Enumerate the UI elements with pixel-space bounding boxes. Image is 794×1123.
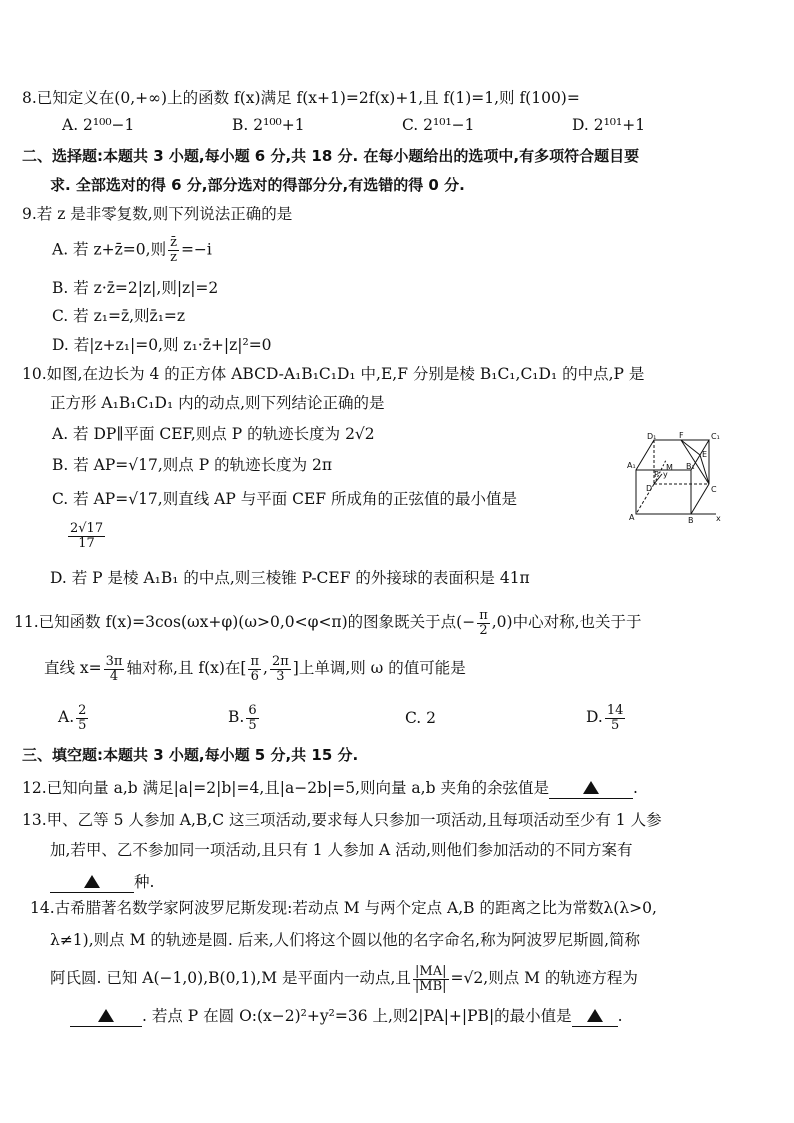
segment-ec <box>700 455 709 484</box>
q8-option-d: D. 2¹⁰¹+1 <box>572 116 646 134</box>
q11-frac2-den: 6 <box>250 668 259 684</box>
q9-frac-num: z̄ <box>170 235 177 250</box>
cube-figure <box>626 430 726 526</box>
q9-option-a-pre: A. 若 z+z̄=0,则 <box>52 240 167 259</box>
label-m: M <box>666 463 673 472</box>
q13-end: 种. <box>134 873 155 891</box>
q11-stem-frac-den: 2 <box>479 622 488 638</box>
section3-heading: 三、填空题:本题共 3 小题,每小题 5 分,共 15 分. <box>22 746 359 764</box>
q14-line4 <box>70 1006 623 1027</box>
q14-line1: 14.古希腊著名数学家阿波罗尼斯发现:若动点 M 与两个定点 A,B 的距离之比为常数λ(λ>0, <box>30 899 657 917</box>
q11-option-a-den: 5 <box>78 717 87 733</box>
q11-stem-fraction <box>477 609 490 638</box>
q11-line2-pre: 直线 x= <box>44 659 102 677</box>
q11-frac3-num: 2π <box>271 653 289 669</box>
q9-option-b: B. 若 z·z̄=2|z|,则|z|=2 <box>52 279 219 297</box>
q12-text: 12.已知向量 a,b 满足|a|=2|b|=4,且|a−2b|=5,则向量 a,b 夹角的余弦值是 <box>22 779 549 797</box>
q13-line3 <box>50 872 154 893</box>
q12-answer-blank[interactable] <box>549 778 633 799</box>
q11-option-b-fraction <box>246 704 258 733</box>
q10-stem-line2: 正方形 A₁B₁C₁D₁ 内的动点,则下列结论正确的是 <box>50 394 385 412</box>
q8-option-b: B. 2¹⁰⁰+1 <box>232 116 305 134</box>
q9-stem: 9.若 z 是非零复数,则下列说法正确的是 <box>22 205 293 223</box>
q11-option-b-num: 6 <box>248 702 257 718</box>
q11-stem-pre: 11.已知函数 f(x)=3cos(ωx+φ)(ω>0,0<φ<π)的图象既关于点(− <box>14 613 476 631</box>
q9-option-a <box>52 236 212 265</box>
q12-end: . <box>632 779 638 797</box>
blank-marker-icon <box>587 1009 603 1022</box>
q10-option-c-value <box>66 522 107 551</box>
label-b1: B₁ <box>686 462 695 471</box>
q9-option-a-post: =−i <box>180 240 212 259</box>
q8-stem: 8.已知定义在(0,+∞)上的函数 f(x)满足 f(x+1)=2f(x)+1,且 f(1)=1,则 f(100)= <box>22 89 580 107</box>
q11-option-d-fraction <box>605 704 626 733</box>
q14-line4-end: . <box>617 1007 623 1025</box>
q14-ratio-fraction <box>413 965 449 994</box>
q11-option-a <box>58 700 90 734</box>
label-e: E <box>702 450 708 459</box>
q9-option-a-fraction <box>168 236 179 265</box>
q14-line4-mid: . 若点 P 在圆 O:(x−2)²+y²=36 上,则2|PA|+|PB|的最小值是 <box>142 1007 572 1025</box>
q9-option-d: D. 若|z+z₁|=0,则 z₁·z̄+|z|²=0 <box>52 336 272 354</box>
q13-line2: 加,若甲、乙不参加同一项活动,且只有 1 人参加 A 活动,则他们参加活动的不同方案有 <box>50 841 633 859</box>
q13-answer-blank[interactable] <box>50 872 134 893</box>
q14-line3-post: =√2,则点 M 的轨迹方程为 <box>450 969 638 987</box>
q8-option-a: A. 2¹⁰⁰−1 <box>62 116 135 134</box>
label-b: B <box>688 516 694 525</box>
label-p: P <box>654 470 659 479</box>
q14-line3-pre: 阿氏圆. 已知 A(−1,0),B(0,1),M 是平面内一动点,且 <box>50 969 411 987</box>
q11-frac1-num: 3π <box>105 653 123 669</box>
q14-line3 <box>50 960 638 996</box>
q11-option-d-label: D. <box>586 708 603 726</box>
q13-line1: 13.甲、乙等 5 人参加 A,B,C 这三项活动,要求每人只参加一项活动,且每项活动至少有 1 人参 <box>22 811 662 829</box>
q11-option-d <box>586 700 627 734</box>
label-c: C <box>711 485 717 494</box>
q10-option-c: C. 若 AP=√17,则直线 AP 与平面 CEF 所成角的正弦值的最小值是 <box>52 490 517 508</box>
q14-line2: λ≠1),则点 M 的轨迹是圆. 后来,人们将这个圆以他的名字命名,称为阿波罗尼斯圆,简称 <box>50 931 641 949</box>
label-y: y <box>663 470 668 479</box>
label-d1: D₁ <box>647 432 657 441</box>
q10-option-a: A. 若 DP∥平面 CEF,则点 P 的轨迹长度为 2√2 <box>52 425 375 443</box>
q12-line <box>22 778 638 799</box>
q11-stem-frac-num: π <box>479 607 488 623</box>
q11-line2-post: ]上单调,则 ω 的值可能是 <box>292 659 466 677</box>
q11-option-b <box>228 700 261 734</box>
q10-frac-num: 2√17 <box>70 521 104 536</box>
section2-heading-line1: 二、选择题:本题共 3 小题,每小题 6 分,共 18 分. 在每小题给出的选项中,有多项符合题目要 <box>22 147 640 165</box>
q11-frac1-den: 4 <box>109 668 119 684</box>
cube-bottom-right-edge <box>691 484 709 514</box>
q11-option-a-label: A. <box>58 708 75 726</box>
q11-option-d-den: 5 <box>610 717 620 733</box>
q11-stem-line2 <box>44 650 466 686</box>
q11-option-d-num: 14 <box>606 702 624 718</box>
q11-stem-line1 <box>14 604 642 640</box>
label-c1: C₁ <box>711 432 720 441</box>
q8-option-c: C. 2¹⁰¹−1 <box>402 116 475 134</box>
q10-option-c-fraction <box>68 522 105 551</box>
label-a1: A₁ <box>627 461 636 470</box>
q10-frac-den: 17 <box>78 536 95 551</box>
q11-stem-post: ,0)中心对称,也关于于 <box>491 613 642 631</box>
q11-frac2 <box>248 655 261 684</box>
q11-option-a-num: 2 <box>78 702 87 718</box>
q11-line2-mid: 轴对称,且 f(x)在[ <box>126 659 247 677</box>
q10-option-b: B. 若 AP=√17,则点 P 的轨迹长度为 2π <box>52 456 333 474</box>
q9-frac-den: z <box>170 250 177 265</box>
q11-option-b-den: 5 <box>248 717 257 733</box>
q11-frac3 <box>270 655 291 684</box>
q11-option-a-fraction <box>76 704 88 733</box>
q11-frac2-num: π <box>250 653 260 669</box>
blank-marker-icon <box>583 781 599 794</box>
label-a: A <box>629 513 635 522</box>
label-x: x <box>716 514 721 523</box>
q9-option-c: C. 若 z₁=z̄,则z̄₁=z <box>52 307 186 325</box>
label-d: D <box>646 484 653 493</box>
q10-stem-line1: 10.如图,在边长为 4 的正方体 ABCD-A₁B₁C₁D₁ 中,E,F 分别是棱 B₁C₁,C₁D₁ 的中点,P 是 <box>22 365 645 383</box>
blank-marker-icon <box>84 875 100 888</box>
q14-ratio-den: |MB| <box>414 978 447 994</box>
label-f: F <box>679 431 684 440</box>
q14-ratio-num: |MA| <box>413 965 449 980</box>
q11-frac3-den: 3 <box>276 668 285 684</box>
section2-heading-line2: 求. 全部选对的得 6 分,部分选对的得部分分,有选错的得 0 分. <box>50 176 465 194</box>
q10-option-d: D. 若 P 是棱 A₁B₁ 的中点,则三棱锥 P-CEF 的外接球的表面积是 41π <box>50 569 530 587</box>
q14-answer-blank-2[interactable] <box>572 1006 618 1027</box>
segment-ef <box>681 440 700 455</box>
q11-option-c: C. 2 <box>405 709 437 727</box>
q11-frac1 <box>104 655 125 684</box>
q11-line2-comma: , <box>263 659 268 677</box>
q14-answer-blank-1[interactable] <box>70 1006 142 1027</box>
q11-option-b-label: B. <box>228 708 245 726</box>
blank-marker-icon <box>98 1009 114 1022</box>
